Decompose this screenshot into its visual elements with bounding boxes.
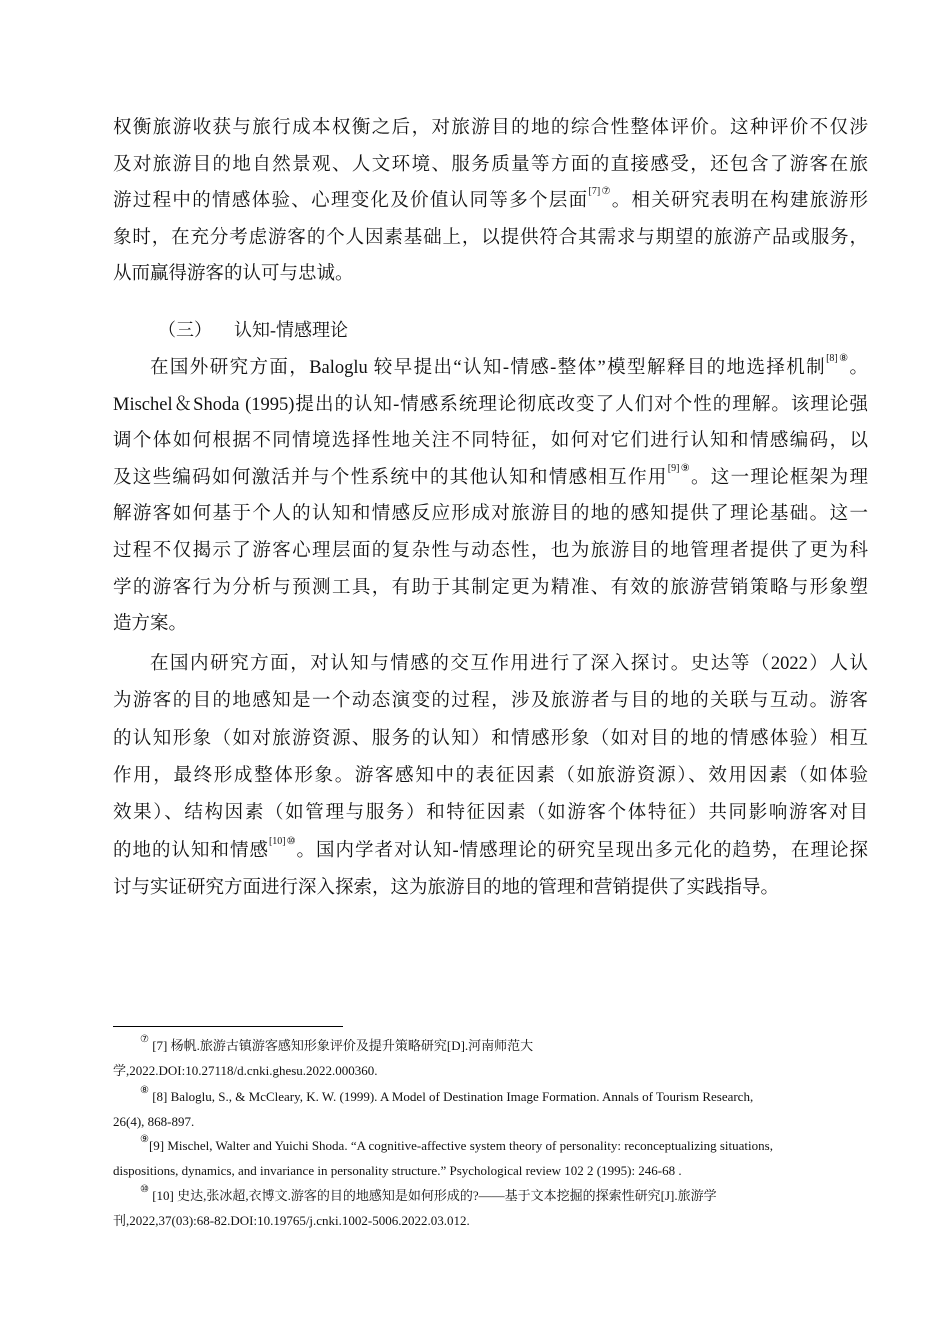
line-text: 及这些编码如何激活并与个性系统中的其他认知和情感相互作用	[113, 467, 668, 488]
line-text: 在国外研究方面，Baloglu 较早提出“认知-情感-整体”模型解释目的地选择机制	[150, 358, 827, 378]
text-line	[113, 801, 868, 825]
text-line	[113, 262, 868, 286]
text-line	[113, 835, 868, 863]
footnote-line: 刊,2022,37(03):68-82.DOI:10.19765/j.cnki.1002-5006.2022.03.012.	[113, 1213, 470, 1228]
section-number: （三）	[158, 320, 212, 340]
text-line	[113, 539, 868, 563]
footnote-text: [10] 史达,张冰超,衣博文.游客的目的地感知是如何形成的?——基于文本挖掘的探索性研究[J].旅游学	[148, 1188, 717, 1203]
footnote-line	[140, 1034, 534, 1055]
line-text: 的地的认知和情感	[113, 840, 269, 861]
line-text: 从而赢得游客的认可与忠诚。	[113, 264, 354, 285]
line-text: 为游客的目的地感知是一个动态演变的过程，涉及旅游者与目的地的关联与互动。游客	[113, 691, 868, 712]
line-text: 造方案。	[113, 614, 188, 635]
text-line	[113, 226, 868, 250]
line-text: 。相关研究表明在构建旅游形	[611, 191, 868, 212]
footnote-mark: ⑧	[140, 1085, 149, 1096]
footnote-divider	[113, 1026, 343, 1027]
line-text: 效果）、结构因素（如管理与服务）和特征因素（如游客个体特征）共同影响游客对目	[113, 803, 868, 824]
text-line	[113, 462, 868, 490]
footnote-line: 学,2022.DOI:10.27118/d.cnki.ghesu.2022.000360.	[113, 1063, 378, 1078]
footnote-mark: ⑨	[140, 1134, 149, 1145]
section-heading	[158, 316, 370, 342]
line-text: 讨与实证研究方面进行深入探索，这为旅游目的地的管理和营销提供了实践指导。	[113, 877, 780, 898]
text-line	[113, 727, 868, 751]
citation-marker: [10]⑩	[268, 835, 297, 847]
line-text: 。这一理论框架为理	[690, 467, 868, 488]
text-line	[113, 186, 868, 213]
line-text: 象时，在充分考虑游客的个人因素基础上，以提供符合其需求与期望的旅游产品或服务，	[113, 227, 868, 248]
citation-marker: [9]⑨	[667, 462, 691, 474]
text-line	[150, 652, 868, 676]
text-line	[113, 116, 868, 140]
text-line	[113, 576, 868, 600]
line-text: 。国内学者对认知-情感理论的研究呈现出多元化的趋势，在理论探	[296, 840, 868, 861]
text-line	[150, 353, 869, 380]
section-title: 认知-情感理论	[234, 320, 348, 340]
footnote-line	[140, 1134, 773, 1155]
text-line	[113, 502, 868, 526]
footnote-line	[140, 1085, 754, 1106]
line-text: Mischel＆Shoda (1995)提出的认知-情感系统理论彻底改变了人们对个性的理解。该理论强	[113, 394, 868, 415]
text-line	[113, 429, 868, 453]
line-text: 。	[849, 358, 869, 378]
text-line	[113, 876, 868, 900]
line-text: 解游客如何基于个人的认知和情感反应形成对旅游目的地的感知提供了理论基础。这一	[113, 504, 868, 525]
footnote-mark: ⑦	[140, 1034, 149, 1045]
line-text: 作用，最终形成整体形象。游客感知中的表征因素（如旅游资源）、效用因素（如体验	[113, 765, 868, 786]
footnote-mark: ⑩	[140, 1184, 149, 1195]
line-text: 学的游客行为分析与预测工具，有助于其制定更为精准、有效的旅游营销策略与形象塑	[113, 577, 868, 598]
line-text: 游过程中的情感体验、心理变化及价值认同等多个层面	[113, 191, 589, 212]
footnote-text: [8] Baloglu, S., & McCleary, K. W. (1999). A Model of Destination Image Formation. Annals of Tourism Research,	[148, 1089, 754, 1104]
line-text: 及对旅游目的地自然景观、人文环境、服务质量等方面的直接感受，还包含了游客在旅	[113, 154, 868, 175]
citation-marker: [8]⑧	[826, 353, 850, 364]
line-text: 在国内研究方面，对认知与情感的交互作用进行了深入探讨。史达等（2022）人认	[150, 654, 868, 674]
line-text: 过程不仅揭示了游客心理层面的复杂性与动态性，也为旅游目的地管理者提供了更为科	[113, 541, 868, 561]
footnote-text: [7] 杨帆.旅游古镇游客感知形象评价及提升策略研究[D].河南师范大	[148, 1038, 534, 1053]
footnote-line: 26(4), 868-897.	[113, 1114, 195, 1129]
line-text: 调个体如何根据不同情境选择性地关注不同特征，如何对它们进行认知和情感编码，以	[113, 431, 868, 452]
footnote-line	[140, 1184, 717, 1205]
text-line	[113, 153, 868, 177]
footnote-text: [9] Mischel, Walter and Yuichi Shoda. “A cognitive-affective system theory of personality: reconceptualizing situations,	[148, 1138, 773, 1153]
text-line	[113, 689, 868, 713]
citation-marker: [7]⑦	[588, 186, 612, 198]
text-line	[113, 612, 868, 636]
line-text: 权衡旅游收获与旅行成本权衡之后，对旅游目的地的综合性整体评价。这种评价不仅涉	[113, 118, 868, 138]
text-line	[113, 393, 868, 417]
footnote-line: dispositions, dynamics, and invariance in personality structure.” Psychological review 102 2 (1995): 246-68 .	[113, 1163, 682, 1178]
text-line	[113, 764, 868, 788]
line-text: 的认知形象（如对旅游资源、服务的认知）和情感形象（如对目的地的情感体验）相互	[113, 728, 868, 749]
